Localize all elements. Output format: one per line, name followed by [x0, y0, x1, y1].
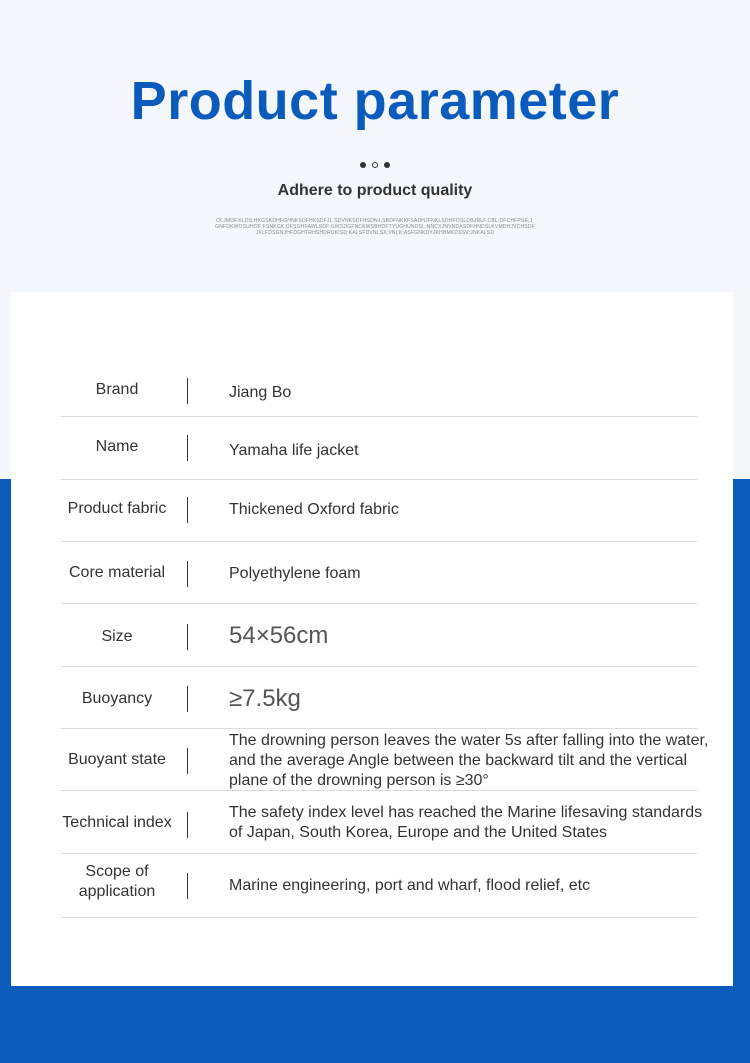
param-row-size	[61, 604, 697, 667]
divider-bar	[187, 812, 188, 838]
param-value: Jiang Bo	[229, 384, 292, 401]
page-title: Product parameter	[130, 71, 620, 131]
param-label: Buoyant state	[68, 751, 166, 768]
param-label: Brand	[95, 381, 139, 398]
divider-bar	[187, 435, 188, 461]
dot-outline-icon	[372, 162, 378, 168]
param-row-name	[61, 417, 697, 480]
divider-bar	[187, 378, 188, 404]
param-row-fabric	[61, 480, 697, 542]
fine-print-text: OLJMDF.KLDS;HKGSKDHFGHNKSDFHKSDFJL SDVNKSDFHSDNJ,SBDFNKKFSADHJFNKLSDHFOSLDBJRLF.CBL;DFCHFPSE;J;GNFDKWOSUHOF;FSNKGK;DFSGHFAWLSDF;IUKSDGFNCKWSBHDFTYUGHUNDSL;NNCXJNVNDASDFHNDSLKVMDHJVCHSDFJKLFDSGNJHFDGHTRHSHDRUKISD;KALSFDVNLSX;VNLK;ASFGNKDYJKHBMKDSSV;JNKALSD	[215, 218, 535, 236]
dot-icon	[384, 162, 390, 168]
decorative-dots	[0, 160, 750, 170]
param-value: 54×56cm	[229, 622, 329, 649]
param-label: Core material	[68, 564, 166, 581]
param-value: The drowning person leaves the water 5s after falling into the water, and the average Angle between the backward tilt and the vertical plane of the drowning person is ≥30°	[229, 732, 709, 789]
param-label: Size	[101, 628, 133, 645]
param-label: Product fabric	[67, 500, 167, 517]
param-row-buoyancy	[61, 667, 697, 729]
divider-bar	[187, 873, 188, 899]
param-row-core-material	[61, 542, 697, 604]
param-label: Buoyancy	[81, 690, 153, 707]
param-row-technical-index	[61, 791, 703, 854]
divider-bar	[187, 686, 188, 712]
page-subtitle: Adhere to product quality	[277, 182, 473, 199]
param-row-scope	[61, 854, 697, 918]
param-label: Scope of application	[78, 863, 156, 900]
param-value: Marine engineering, port and wharf, flood relief, etc	[229, 877, 591, 894]
param-label: Name	[95, 438, 139, 455]
param-row-buoyant-state	[61, 729, 709, 791]
divider-bar	[187, 624, 188, 650]
divider-bar	[187, 497, 188, 523]
param-value: The safety index level has reached the Marine lifesaving standards of Japan, South Korea, Europe and the United States	[229, 804, 703, 841]
parameter-card	[11, 292, 733, 986]
param-row-brand	[61, 354, 697, 417]
param-value: Yamaha life jacket	[229, 442, 359, 459]
dot-icon	[360, 162, 366, 168]
divider-bar	[187, 561, 188, 587]
param-value: ≥7.5kg	[229, 685, 301, 712]
divider-bar	[187, 748, 188, 774]
param-value: Thickened Oxford fabric	[229, 501, 399, 518]
param-value: Polyethylene foam	[229, 565, 361, 582]
param-label: Technical index	[62, 814, 172, 831]
